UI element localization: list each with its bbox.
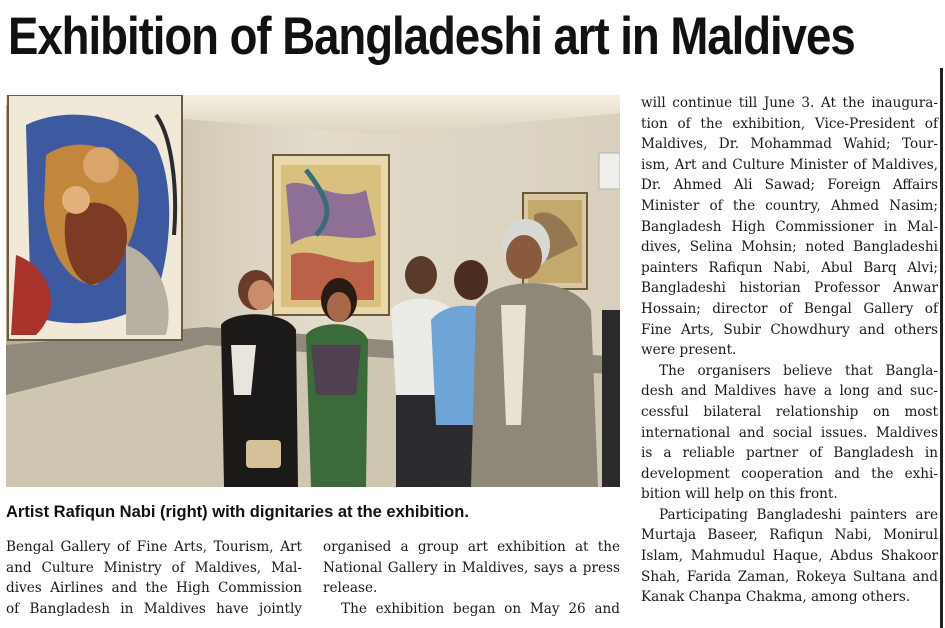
text-line: were present.	[641, 342, 737, 359]
text-line: ism, Art and Culture Minister of Maldives,	[641, 156, 938, 173]
text-line: painters Rafiqun Nabi, Abul Barq Alvi;	[641, 259, 938, 276]
text-line: The organisers believe that Bangla-	[659, 362, 938, 379]
article-column-1	[6, 537, 302, 619]
article-column-2	[323, 537, 620, 619]
text-line: Fine Arts, Subir Chowdhury and others	[641, 321, 938, 338]
text-line: Shah, Farida Zaman, Rokeya Sultana and	[641, 568, 938, 585]
text-line: dives, Selina Mohsin; noted Bangladeshi	[641, 239, 938, 256]
text-line: The exhibition began on May 26 and	[341, 600, 620, 617]
column-rule	[940, 68, 943, 628]
text-line: dives Airlines and the High Commission	[6, 580, 302, 597]
article-column-3	[641, 93, 938, 608]
text-line: release.	[323, 580, 378, 597]
text-line: international and social issues. Maldives	[641, 424, 938, 441]
headline: Exhibition of Bangladeshi art in Maldives	[8, 7, 855, 66]
text-line: Minister of the country, Ahmed Nasim;	[641, 197, 938, 214]
text-line: desh and Maldives have a long and suc-	[641, 383, 938, 400]
photo-illustration	[6, 95, 620, 487]
text-line: of Bangladesh in Maldives have jointly	[6, 600, 302, 617]
text-line: is a reliable partner of Bangladesh in	[641, 445, 938, 462]
text-line: cessful bilateral relationship on most	[641, 403, 938, 420]
text-line: Maldives, Dr. Mohammad Wahid; Tour-	[641, 136, 938, 153]
exhibition-photo	[6, 95, 620, 487]
text-line: Bengal Gallery of Fine Arts, Tourism, Art	[6, 539, 302, 555]
text-line: Islam, Mahmudul Haque, Abdus Shakoor	[641, 548, 938, 565]
text-line: Participating Bangladeshi painters are	[659, 506, 938, 523]
text-line: will continue till June 3. At the inaugura-	[641, 95, 938, 111]
text-line: tion of the exhibition, Vice-President of	[641, 115, 938, 132]
text-line: National Gallery in Maldives, says a press	[323, 559, 620, 576]
text-line: Dr. Ahmed Ali Sawad; Foreign Affairs	[641, 177, 938, 194]
text-line: bition will help on this front.	[641, 486, 838, 503]
text-line: Bangladeshi historian Professor Anwar	[641, 280, 938, 297]
text-line: and Culture Ministry of Maldives, Mal-	[6, 559, 302, 576]
text-line: Hossain; director of Bengal Gallery of	[641, 300, 938, 317]
text-line: Bangladesh High Commissioner in Mal-	[641, 218, 938, 235]
text-line: organised a group art exhibition at the	[323, 539, 620, 555]
photo-caption: Artist Rafiqun Nabi (right) with dignitaries at the exhibition.	[6, 503, 469, 521]
text-line: Kanak Chanpa Chakma, among others.	[641, 589, 911, 606]
text-line: Murtaja Baseer, Rafiqun Nabi, Monirul	[641, 527, 938, 544]
text-line: development cooperation and the exhi-	[641, 465, 938, 482]
